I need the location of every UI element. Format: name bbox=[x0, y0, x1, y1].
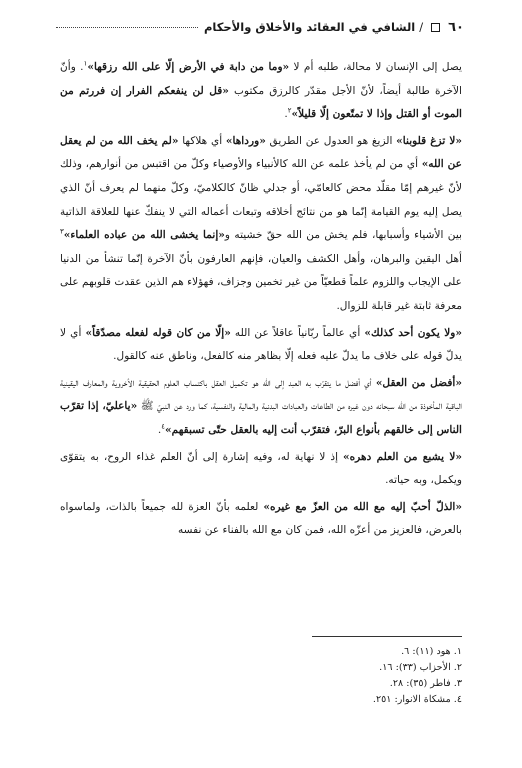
paragraph-1 bbox=[60, 56, 462, 127]
page-number: ٦٠ bbox=[448, 19, 464, 35]
text: أي من لم يأخذ علمه عن الله كالأنبياء والأوصياء وكلّ من اقتبس من أنوارهم، وذلك لأنّ غيرهم إمّا مقلّد محض كالعامّي، أو جدلي ظانّ كالكلاميّ، وكلّ منهما لم يعرف أنّ الذي يصل إليه يوم القيامة إنّما هو من نتائج أخلاقه وتبعات أعماله التي لا ينفكّ عنها للعلاقة الذاتية بين الأشياء وأسبابها، فلم يخش من الله حقّ خشيته و bbox=[60, 158, 462, 242]
text: لعلمه بأنّ العزة لله جميعاً بالذات، ولماسواه بالعرض، فالعزيز من أعزّه الله، فمن كان مع الله بالفناء عن نفسه bbox=[60, 500, 462, 537]
footnote-ref[interactable]: ١ bbox=[83, 59, 88, 68]
header-separator: / bbox=[419, 20, 424, 34]
footnotes bbox=[260, 644, 462, 708]
text: يصل إلى الإنسان لا محالة، طلبه أم لا bbox=[289, 61, 462, 73]
text: إذ لا نهاية له، وفيه إشارة إلى أنّ العلم غذاء الروح، به يتقوّى ويكمل، وبه حياته. bbox=[60, 450, 462, 487]
footnote-item: ٤. مشكاة الانوار: ٢٥١. bbox=[372, 694, 462, 705]
hadith-quote: «ورداها» bbox=[225, 134, 266, 147]
dotted-leader bbox=[56, 27, 198, 28]
footnote-ref[interactable]: ٤ bbox=[161, 422, 166, 431]
paragraph-3 bbox=[60, 322, 462, 369]
running-header bbox=[56, 16, 464, 38]
text: أهل اليقين والبرهان، وأهل الكشف والعيان، فإنهم العارفون بأنّ الآخرة إنّما تنشأ من الدنيا على الإيجاب واللزوم علماً قطعيّاً من غير تخمين وجزاف، فهؤلاء هم الذين عقدت قلوبهم على معرفة ثابتة غير قابلة للزوال. bbox=[60, 252, 462, 312]
footnote-item: ٣. فاطر (٣٥): ٢٨. bbox=[389, 678, 462, 689]
footnote-divider bbox=[312, 636, 462, 637]
hadith-quote: «ياعليّ، إذا تقرّب الناس إلى خالقهم بأنواع البرّ، فتقرّب أنت إليه بالعقل حتّى تسبقهم» bbox=[60, 400, 462, 436]
hadith-quote: «الذلّ أحبّ إليه مع الله من العزّ مع غيره» bbox=[263, 500, 462, 513]
footnote-ref[interactable]: ٢ bbox=[287, 106, 292, 115]
quran-quote: «إنما يخشى الله من عباده العلماء» bbox=[63, 229, 225, 242]
hadith-quote: «لا يشبع من العلم دهره» bbox=[343, 450, 462, 463]
footnote-item: ١. هود (١١): ٦. bbox=[401, 646, 462, 657]
hadith-quote: «لا تزغ قلوبنا» bbox=[396, 134, 462, 147]
footnote-ref[interactable]: ٣ bbox=[60, 227, 64, 236]
text: . bbox=[157, 423, 162, 436]
text: أي أفضل ما يتقرّب به العبد إلى الله هو تكميل العقل باكتساب العلوم الحقيقية الأخروية والمعارف اليقينية الباقية المأخوذة من الله سبحانه دون غيره من الطاعات والعبادات البدنية والمالية والنفسية، كما ورد عن النبيّ ﷺ bbox=[60, 376, 462, 413]
hadith-quote: «ولا يكون أحد كذلك» bbox=[364, 326, 462, 339]
paragraph-5 bbox=[60, 446, 462, 493]
paragraph-6 bbox=[60, 496, 462, 543]
book-title: الشافي في العقائد والأخلاق والأحكام bbox=[203, 20, 416, 34]
square-ornament-icon bbox=[431, 23, 440, 32]
hadith-quote: «إلّا من كان قوله لفعله مصدّقاً» bbox=[85, 326, 231, 339]
text: . وأنّ الآخرة طالبة أيضاً، لأنّ الأجل مقدّر كالرزق مكتوب bbox=[60, 61, 462, 97]
text: الزيغ هو العدول عن الطريق bbox=[265, 134, 397, 147]
footnote-item: ٢. الأحزاب (٣٣): ١٦. bbox=[379, 662, 462, 673]
paragraph-4 bbox=[60, 372, 462, 443]
quran-quote: «قل لن ينفعكم الفرار إن فررتم من الموت أو القتل وإذا لا تمتّعون إلّا قليلاً» bbox=[60, 84, 462, 121]
text: أي لا يدلّ قوله على خلاف ما يدلّ عليه فعله إلّا بظاهر منه كالفعل، وناطق عنه كالقول. bbox=[60, 326, 462, 363]
text: أي هلاكها bbox=[178, 134, 226, 147]
hadith-quote: «لم يخف الله من لم يعقل عن الله» bbox=[60, 134, 462, 171]
hadith-quote: «أفضل من العقل» bbox=[375, 376, 462, 389]
main-text bbox=[60, 56, 462, 546]
text: أي عالماً ربّانياً عاقلاً عن الله bbox=[230, 326, 365, 339]
paragraph-2 bbox=[60, 130, 462, 319]
text: . bbox=[284, 108, 288, 121]
quran-quote: «وما من دابة في الأرض إلّا على الله رزقها» bbox=[87, 61, 290, 73]
